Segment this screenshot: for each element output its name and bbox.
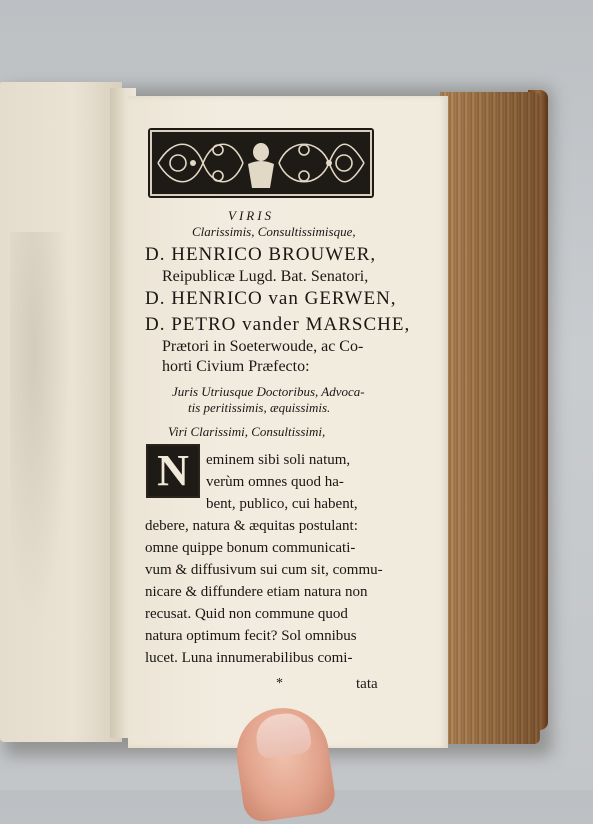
signature-mark: *: [276, 676, 283, 691]
name-line-4: D. PETRO vander MARSCHE,: [145, 314, 411, 335]
left-page: [0, 82, 122, 742]
juris-line-2: tis peritissimis, æquissimis.: [188, 400, 331, 415]
body-line-3: bent, publico, cui habent,: [206, 496, 358, 512]
name-line-1: D. HENRICO BROUWER,: [145, 244, 377, 265]
juris-line-1: Juris Utriusque Doctoribus, Advoca-: [172, 384, 365, 399]
body-line-7: nicare & diffundere etiam natura non: [145, 584, 368, 600]
name-line-6: horti Civium Præfecto:: [162, 358, 310, 375]
header-clarissimis: Clarissimis, Consultissimisque,: [192, 224, 356, 239]
body-line-9: natura optimum fecit? Sol omnibus: [145, 628, 357, 644]
body-line-2: verùm omnes quod ha-: [206, 474, 344, 490]
headpiece-ornament: [148, 128, 374, 198]
name-line-3: D. HENRICO van GERWEN,: [145, 288, 397, 309]
page-fore-edge: [440, 92, 540, 744]
body-line-10: lucet. Luna innumerabilibus comi-: [145, 650, 353, 666]
body-line-8: recusat. Quid non commune quod: [145, 606, 348, 622]
catchword: tata: [356, 676, 378, 692]
body-line-1: eminem sibi soli natum,: [206, 452, 351, 468]
drop-cap: N: [146, 444, 200, 498]
header-viris: VIRIS: [228, 208, 275, 223]
body-line-6: vum & diffusivum sui cum sit, commu-: [145, 562, 383, 578]
name-line-5: Prætori in Soeterwoude, ac Co-: [162, 338, 364, 355]
body-line-4: debere, natura & æquitas postulant:: [145, 518, 358, 534]
salutation: Viri Clarissimi, Consultissimi,: [168, 424, 326, 439]
body-line-5: omne quippe bonum communicati-: [145, 540, 356, 556]
name-line-2: Reipublicæ Lugd. Bat. Senatori,: [162, 268, 369, 285]
